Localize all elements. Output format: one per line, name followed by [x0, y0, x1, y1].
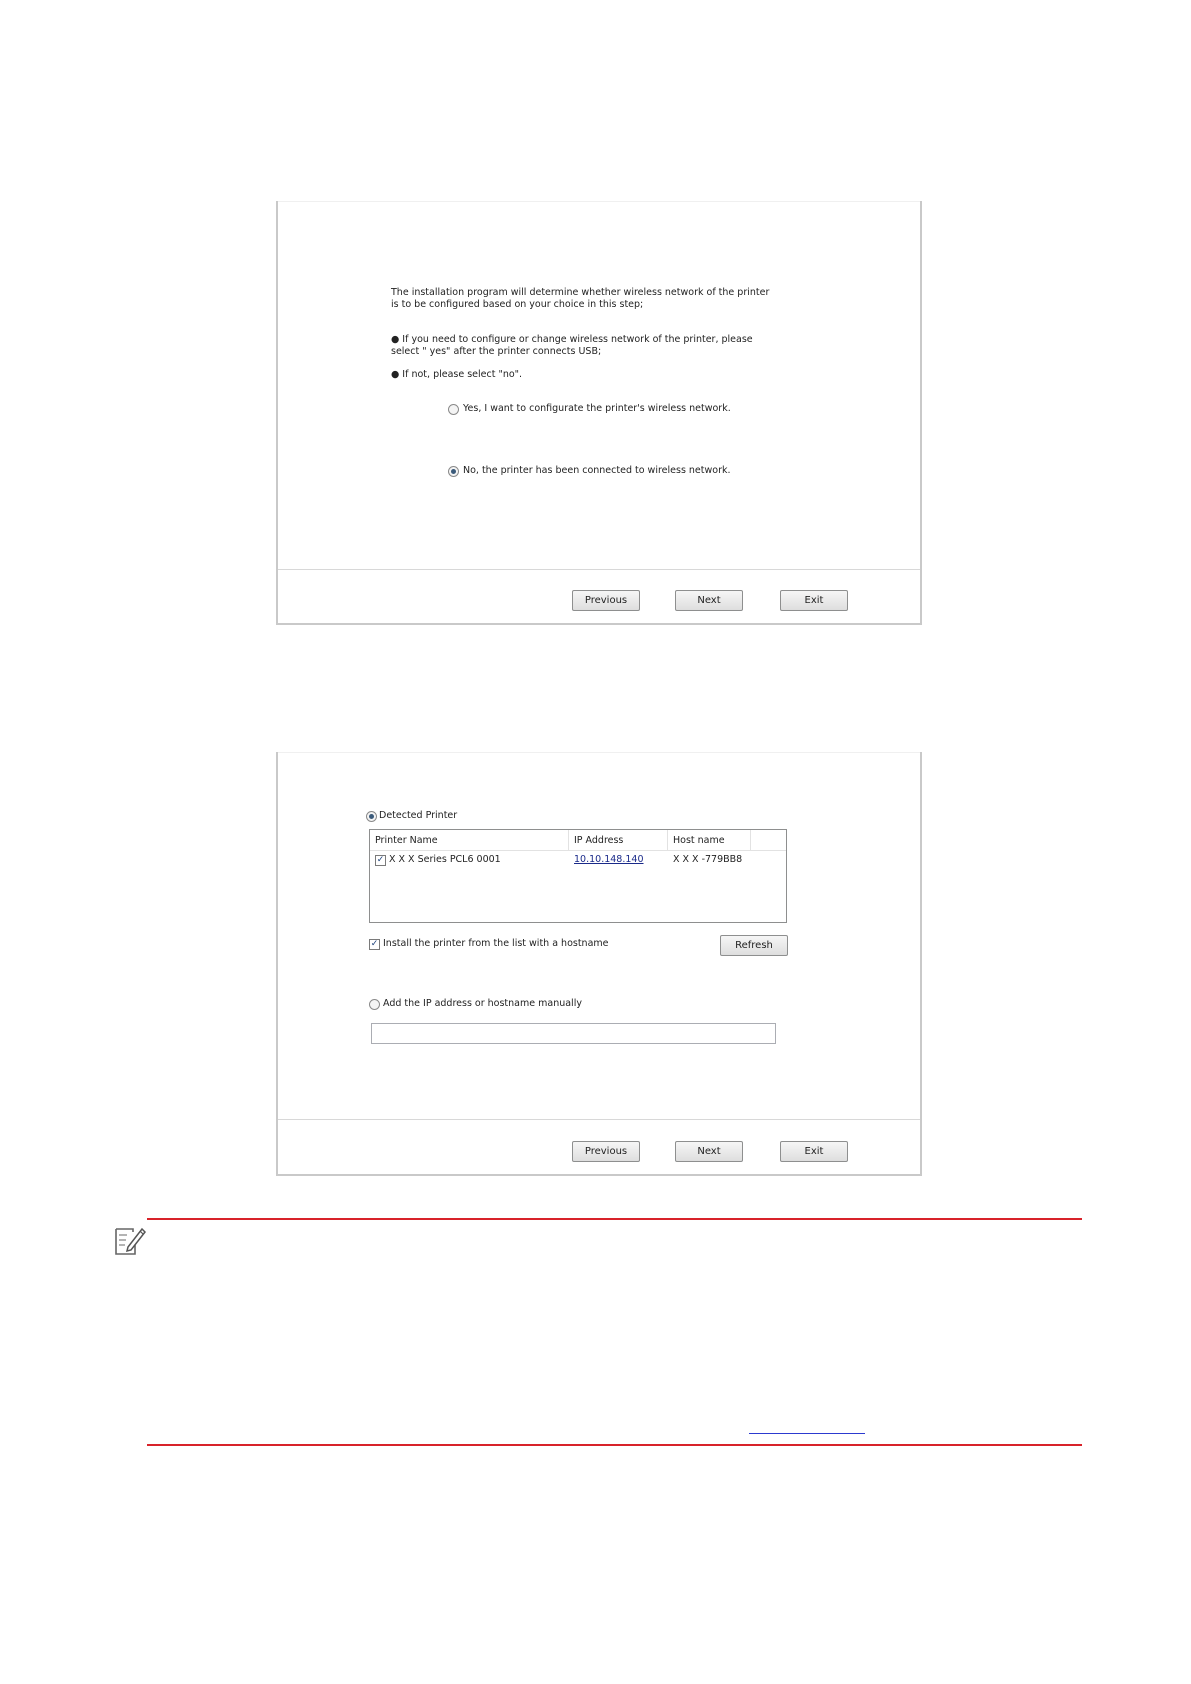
note-bottom-divider	[147, 1444, 1082, 1446]
next-button[interactable]: Next	[675, 1141, 743, 1162]
row-ip-address-link[interactable]: 10.10.148.140	[574, 854, 644, 865]
previous-button[interactable]: Previous	[572, 590, 640, 611]
printer-detection-dialog	[276, 752, 922, 1176]
install-hostname-check-icon[interactable]: ✓	[370, 939, 379, 949]
radio-detected-icon[interactable]	[366, 811, 377, 822]
printer-list-header	[370, 830, 786, 851]
column-ip-address[interactable]: IP Address	[569, 830, 668, 850]
note-pencil-icon	[113, 1223, 147, 1257]
bullet-configure-text: ● If you need to configure or change wireless network of the printer, please select " yes" after the printer connects USB;	[391, 334, 753, 357]
install-hostname-label[interactable]: Install the printer from the list with a hostname	[383, 938, 609, 949]
previous-button[interactable]: Previous	[572, 1141, 640, 1162]
radio-no-icon[interactable]	[448, 466, 459, 477]
footer-divider	[278, 1119, 920, 1120]
link-underline[interactable]	[749, 1433, 865, 1434]
column-printer-name[interactable]: Printer Name	[370, 830, 569, 850]
next-button[interactable]: Next	[675, 590, 743, 611]
exit-button[interactable]: Exit	[780, 590, 848, 611]
radio-manual-icon[interactable]	[369, 999, 380, 1010]
option-no-label[interactable]: No, the printer has been connected to wireless network.	[463, 465, 731, 476]
note-top-divider	[147, 1218, 1082, 1220]
row-checkbox[interactable]: ✓	[376, 855, 385, 865]
table-row[interactable]	[370, 852, 786, 868]
refresh-button[interactable]: Refresh	[720, 935, 788, 956]
option-yes-label[interactable]: Yes, I want to configurate the printer's wireless network.	[463, 403, 731, 414]
row-printer-name: X X X Series PCL6 0001	[389, 854, 501, 865]
footer-divider	[278, 569, 920, 570]
printer-list[interactable]	[369, 829, 787, 923]
manual-address-input[interactable]	[371, 1023, 776, 1044]
intro-text: The installation program will determine whether wireless network of the printer is to be configured based on your choice in this step;	[391, 287, 770, 310]
add-manually-label[interactable]: Add the IP address or hostname manually	[383, 998, 582, 1009]
wireless-config-dialog	[276, 201, 922, 625]
column-host-name[interactable]: Host name	[668, 830, 751, 850]
bullet-no-text: ● If not, please select "no".	[391, 369, 523, 380]
exit-button[interactable]: Exit	[780, 1141, 848, 1162]
radio-yes-icon[interactable]	[448, 404, 459, 415]
detected-printer-label[interactable]: Detected Printer	[379, 810, 458, 821]
row-host-name: X X X -779BB8	[673, 854, 743, 865]
